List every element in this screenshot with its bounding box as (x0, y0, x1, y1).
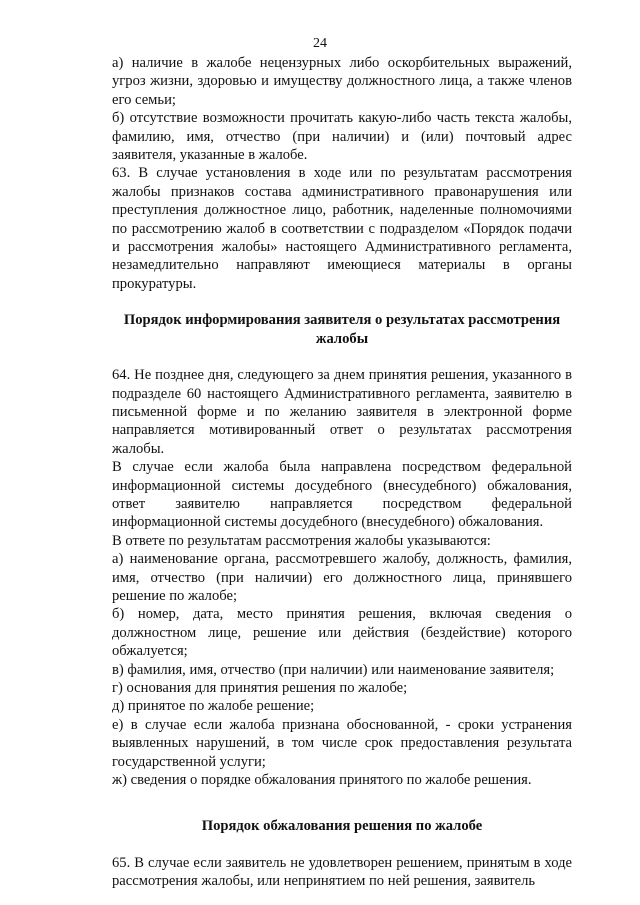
list-item-g: г) основания для принятия решения по жалобе; (112, 680, 408, 696)
section-heading-informing: Порядок информирования заявителя о результатах рассмотрения жалобы (123, 312, 561, 347)
document-body (112, 54, 572, 891)
list-item-a: а) наименование органа, рассмотревшего жалобу, должность, фамилия, имя, отчество (при наличии) его должностного лица, принявшего решение по жалобе; (112, 551, 572, 604)
page-number: 24 (313, 36, 327, 51)
paragraph-64: 64. Не позднее дня, следующего за днем принятия решения, указанного в подразделе 60 настоящего Административного регламента, заявителю в письменной форме и по желанию заявителя в электронной форме направляется мотивированный ответ о результатах рассмотрения жалобы. (112, 367, 572, 457)
list-item-b: б) номер, дата, место принятия решения, включая сведения о должностном лице, решение или действия (бездействие) которого обжалуется; (112, 606, 572, 660)
paragraph-item-b: б) отсутствие возможности прочитать какую-либо часть текста жалобы, фамилию, имя, отчество (при наличии) и (или) почтовый адрес заявителя, указанные в жалобе. (112, 110, 572, 164)
list-item-zh: ж) сведения о порядке обжалования принятого по жалобе решения. (112, 772, 532, 789)
paragraph-65: 65. В случае если заявитель не удовлетворен решением, принятым в ходе рассмотрения жалобы, или непринятием по ней решения, заявитель (112, 854, 572, 890)
list-item-v: в) фамилия, имя, отчество (при наличии) или наименование заявителя; (112, 661, 555, 678)
paragraph-item-a: а) наличие в жалобе нецензурных либо оскорбительных выражений, угроз жизни, здоровью и имуществу должностного лица, а также членов его семьи; (112, 55, 572, 108)
list-item-d: д) принятое по жалобе решение; (112, 698, 315, 715)
section-heading-appeal: Порядок обжалования решения по жалобе (201, 818, 483, 835)
list-item-e: е) в случае если жалоба признана обоснованной, - сроки устранения выявленных нарушений, в том числе срок предоставления результата государственной услуги; (112, 716, 572, 770)
paragraph-federal-system: В случае если жалоба была направлена посредством федеральной информационной системы досудебного (внесудебного) обжалования, ответ заявителю направляется посредством федеральной информационной системы досудебного (внесудебного) обжалования. (112, 459, 572, 531)
paragraph-63: 63. В случае установления в ходе или по результатам рассмотрения жалобы признаков состава административного правонарушения или преступления должностное лицо, работник, наделенные полномочиями по рассмотрению жалоб в соответствии с подразделом «Порядок подачи и рассмотрения жалобы» настоящего Административного регламента, незамедлительно направляют имеющиеся материалы в органы прокуратуры. (112, 165, 572, 292)
paragraph-answer-contents: В ответе по результатам рассмотрения жалобы указываются: (112, 532, 491, 549)
